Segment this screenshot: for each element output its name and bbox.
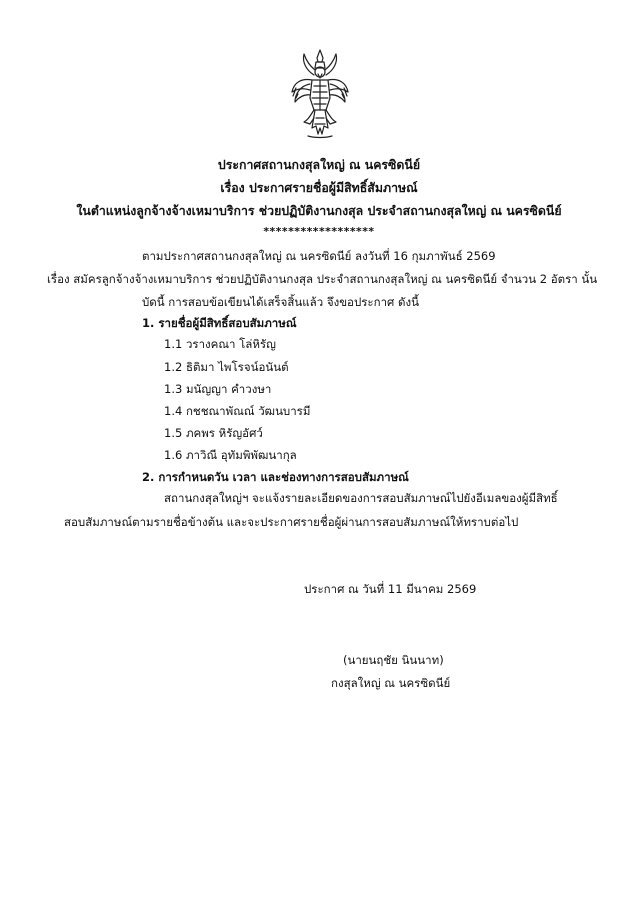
section-1-heading: 1. รายชื่อผู้มีสิทธิ์สอบสัมภาษณ์ (142, 316, 297, 330)
candidate-name: 1.4 กชชณาพัณณ์ วัฒนบารมี (164, 404, 311, 418)
section-2-heading: 2. การกำหนดวัน เวลา และช่องทางการสอบสัมภาษณ์ (142, 470, 409, 484)
intro-line-3: บัดนี้ การสอบข้อเขียนได้เสร็จสิ้นแล้ว จึงขอประกาศ ดังนี้ (142, 295, 419, 309)
signatory-title: กงสุลใหญ่ ณ นครซิดนีย์ (331, 676, 451, 690)
candidate-name: 1.1 วรางคณา โล่หิรัญ (164, 337, 276, 351)
intro-line-2: เรื่อง สมัครลูกจ้างจ้างเหมาบริการ ช่วยปฏิบัติงานกงสุล ประจำสถานกงสุลใหญ่ ณ นครซิดนีย์ จำนวน 2 อัตรา นั้น (47, 272, 598, 286)
announcement-title: ประกาศสถานกงสุลใหญ่ ณ นครซิดนีย์ (217, 158, 421, 172)
separator: ****************** (263, 225, 375, 238)
candidate-name: 1.2 ธิติมา ไพโรจน์อนันต์ (164, 360, 289, 374)
announcement-date: ประกาศ ณ วันที่ 11 มีนาคม 2569 (304, 582, 477, 596)
signatory-name: (นายนฤชัย นินนาท) (343, 653, 444, 667)
section-2-line-1: สถานกงสุลใหญ่ฯ จะแจ้งรายละเอียดของการสอบสัมภาษณ์ไปยังอีเมลของผู้มีสิทธิ์ (164, 491, 558, 505)
announcement-subject: เรื่อง ประกาศรายชื่อผู้มีสิทธิ์สัมภาษณ์ (220, 181, 418, 195)
intro-line-1: ตามประกาศสถานกงสุลใหญ่ ณ นครซิดนีย์ ลงวันที่ 16 กุมภาพันธ์ 2569 (142, 249, 496, 263)
candidate-name: 1.5 ภคพร หิรัญอัศว์ (164, 426, 263, 440)
candidate-name: 1.6 ภาวิณี อุทัมพิพัฒนากุล (164, 448, 297, 462)
section-2-line-2: สอบสัมภาษณ์ตามรายชื่อข้างต้น และจะประกาศรายชื่อผู้ผ่านการสอบสัมภาษณ์ให้ทราบต่อไป (64, 515, 519, 529)
candidate-name: 1.3 มนัญญา คำวงษา (164, 382, 272, 396)
garuda-emblem-icon (290, 48, 350, 140)
announcement-position: ในตำแหน่งลูกจ้างจ้างเหมาบริการ ช่วยปฏิบัติงานกงสุล ประจำสถานกงสุลใหญ่ ณ นครซิดนีย์ (76, 204, 562, 218)
